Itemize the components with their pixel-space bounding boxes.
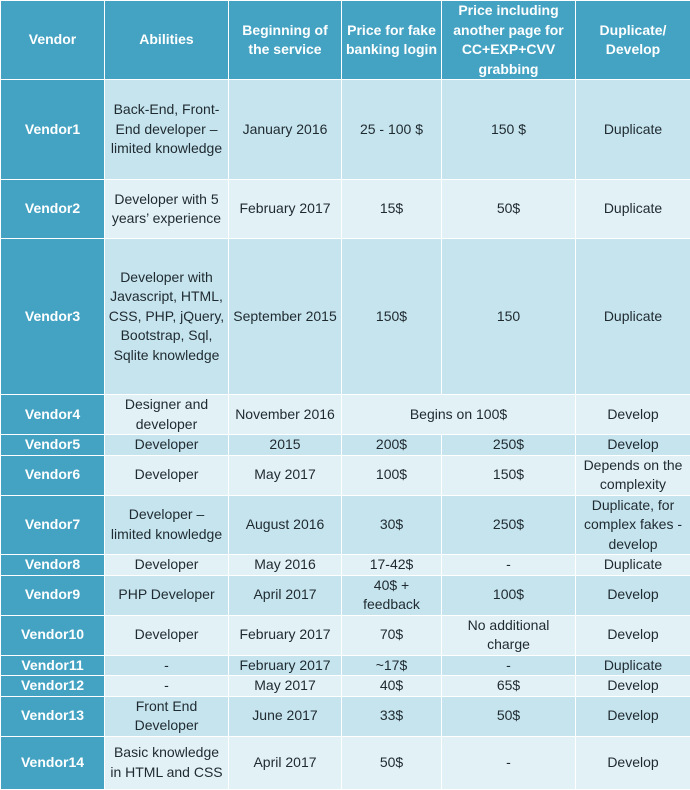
table-row	[1, 495, 690, 555]
vendor-name: Vendor12	[1, 676, 105, 697]
header-vendor: Vendor	[1, 1, 105, 80]
duplicate-develop-cell: Develop	[576, 435, 690, 456]
price-login-cell: 25 - 100 $	[342, 80, 442, 180]
abilities-cell: Developer	[105, 615, 229, 655]
duplicate-develop-cell: Depends on the complexity	[576, 455, 690, 495]
vendor-name: Vendor6	[1, 455, 105, 495]
price-grabbing-cell: -	[442, 655, 576, 676]
price-grabbing-cell: No additional charge	[442, 615, 576, 655]
price-grabbing-cell: -	[442, 555, 576, 576]
vendor-name: Vendor14	[1, 736, 105, 789]
price-login-cell: 100$	[342, 455, 442, 495]
table-row	[1, 180, 690, 239]
abilities-cell: Front End Developer	[105, 696, 229, 736]
table-row	[1, 555, 690, 576]
price-login-cell: 150$	[342, 239, 442, 395]
vendor-name: Vendor9	[1, 575, 105, 615]
price-login-cell: 17-42$	[342, 555, 442, 576]
abilities-cell: Back-End, Front-End developer – limited knowledge	[105, 80, 229, 180]
price-grabbing-cell: 250$	[442, 435, 576, 456]
abilities-cell: -	[105, 655, 229, 676]
beginning-cell: November 2016	[229, 395, 342, 435]
abilities-cell: Developer – limited knowledge	[105, 495, 229, 555]
duplicate-develop-cell: Duplicate	[576, 180, 690, 239]
price-grabbing-cell: 250$	[442, 495, 576, 555]
beginning-cell: 2015	[229, 435, 342, 456]
price-merged-cell: Begins on 100$	[342, 395, 576, 435]
price-grabbing-cell: 150	[442, 239, 576, 395]
price-grabbing-cell: 50$	[442, 696, 576, 736]
table-row	[1, 435, 690, 456]
abilities-cell: -	[105, 676, 229, 697]
price-grabbing-cell: 50$	[442, 180, 576, 239]
table-row	[1, 736, 690, 789]
price-login-cell: 30$	[342, 495, 442, 555]
table-row	[1, 239, 690, 395]
header-abilities: Abilities	[105, 1, 229, 80]
beginning-cell: February 2017	[229, 615, 342, 655]
duplicate-develop-cell: Develop	[576, 676, 690, 697]
price-grabbing-cell: -	[442, 736, 576, 789]
price-grabbing-cell: 150 $	[442, 80, 576, 180]
price-login-cell: 50$	[342, 736, 442, 789]
price-grabbing-cell: 150$	[442, 455, 576, 495]
duplicate-develop-cell: Duplicate	[576, 555, 690, 576]
beginning-cell: May 2017	[229, 455, 342, 495]
vendor-name: Vendor4	[1, 395, 105, 435]
beginning-cell: April 2017	[229, 575, 342, 615]
abilities-cell: Developer with Javascript, HTML, CSS, PHP, jQuery, Bootstrap, Sql, Sqlite knowledge	[105, 239, 229, 395]
beginning-cell: May 2017	[229, 676, 342, 697]
table-row	[1, 575, 690, 615]
abilities-cell: Designer and developer	[105, 395, 229, 435]
header-price-grabbing: Price including another page for CC+EXP+CVV grabbing	[442, 1, 576, 80]
duplicate-develop-cell: Duplicate, for complex fakes - develop	[576, 495, 690, 555]
abilities-cell: Developer	[105, 435, 229, 456]
header-beginning: Beginning of the service	[229, 1, 342, 80]
beginning-cell: January 2016	[229, 80, 342, 180]
duplicate-develop-cell: Duplicate	[576, 655, 690, 676]
vendor-name: Vendor5	[1, 435, 105, 456]
header-duplicate-develop: Duplicate/ Develop	[576, 1, 690, 80]
duplicate-develop-cell: Develop	[576, 736, 690, 789]
vendor-name: Vendor13	[1, 696, 105, 736]
table-row	[1, 80, 690, 180]
header-row	[1, 1, 690, 80]
vendor-name: Vendor3	[1, 239, 105, 395]
duplicate-develop-cell: Duplicate	[576, 80, 690, 180]
abilities-cell: Basic knowledge in HTML and CSS	[105, 736, 229, 789]
table-row	[1, 655, 690, 676]
duplicate-develop-cell: Develop	[576, 615, 690, 655]
abilities-cell: Developer	[105, 555, 229, 576]
beginning-cell: February 2017	[229, 180, 342, 239]
price-login-cell: 40$ + feedback	[342, 575, 442, 615]
vendor-name: Vendor8	[1, 555, 105, 576]
table-row	[1, 676, 690, 697]
price-login-cell: 33$	[342, 696, 442, 736]
price-login-cell: 200$	[342, 435, 442, 456]
beginning-cell: August 2016	[229, 495, 342, 555]
beginning-cell: June 2017	[229, 696, 342, 736]
vendor-name: Vendor2	[1, 180, 105, 239]
header-price-login: Price for fake banking login	[342, 1, 442, 80]
price-login-cell: ~17$	[342, 655, 442, 676]
vendor-name: Vendor10	[1, 615, 105, 655]
table-row	[1, 615, 690, 655]
table-row	[1, 455, 690, 495]
abilities-cell: Developer	[105, 455, 229, 495]
duplicate-develop-cell: Develop	[576, 395, 690, 435]
price-login-cell: 15$	[342, 180, 442, 239]
duplicate-develop-cell: Develop	[576, 575, 690, 615]
table-row	[1, 696, 690, 736]
beginning-cell: May 2016	[229, 555, 342, 576]
vendor-name: Vendor11	[1, 655, 105, 676]
price-login-cell: 70$	[342, 615, 442, 655]
abilities-cell: Developer with 5 years’ experience	[105, 180, 229, 239]
vendor-name: Vendor1	[1, 80, 105, 180]
abilities-cell: PHP Developer	[105, 575, 229, 615]
duplicate-develop-cell: Develop	[576, 696, 690, 736]
beginning-cell: September 2015	[229, 239, 342, 395]
price-login-cell: 40$	[342, 676, 442, 697]
beginning-cell: February 2017	[229, 655, 342, 676]
price-grabbing-cell: 100$	[442, 575, 576, 615]
table-row	[1, 395, 690, 435]
vendor-name: Vendor7	[1, 495, 105, 555]
duplicate-develop-cell: Duplicate	[576, 239, 690, 395]
price-grabbing-cell: 65$	[442, 676, 576, 697]
beginning-cell: April 2017	[229, 736, 342, 789]
